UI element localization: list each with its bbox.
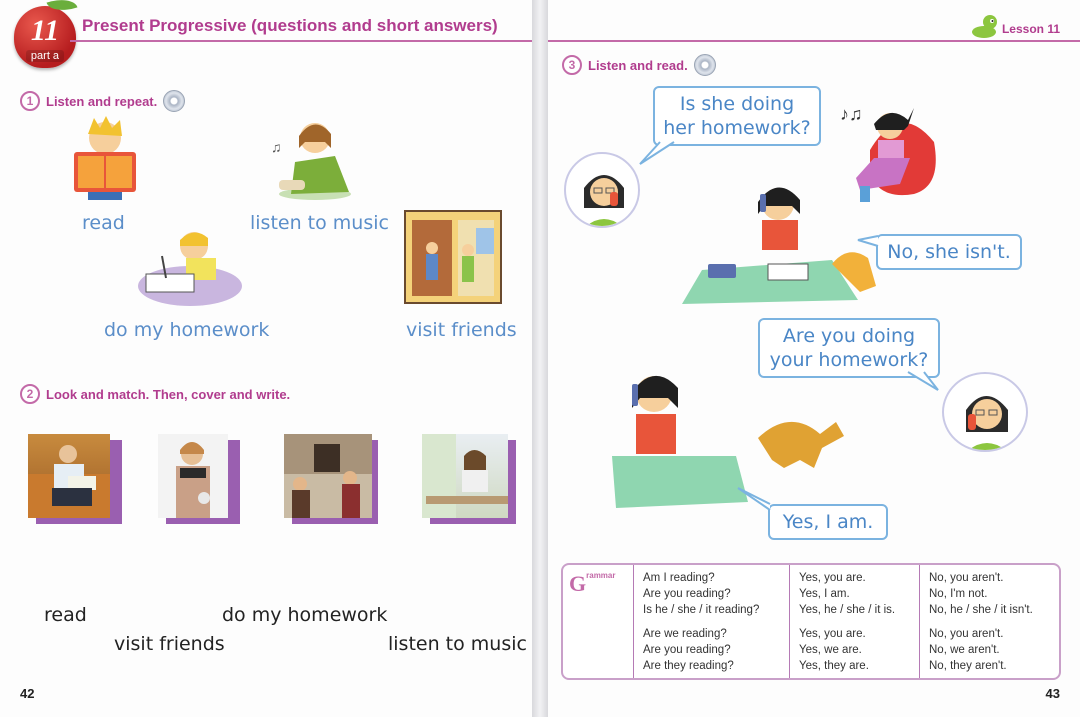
label-do-my-homework: do my homework bbox=[104, 319, 270, 341]
unit-title: Present Progressive (questions and short answers) bbox=[82, 16, 498, 35]
grammar-no-answer: No, we aren't. bbox=[929, 644, 1000, 656]
grammar-no-answer: No, you aren't. bbox=[929, 628, 1004, 640]
speech-bubble-yes-i-am: Yes, I am. bbox=[768, 504, 888, 540]
grammar-question: Are they reading? bbox=[643, 660, 734, 672]
section-3-instruction: Listen and read. bbox=[588, 57, 688, 73]
grammar-logo-text: rammar bbox=[586, 571, 616, 580]
page-number-right: 43 bbox=[1045, 686, 1060, 701]
word-bank-visit-friends: visit friends bbox=[114, 633, 225, 655]
section-2-instruction: Look and match. Then, cover and write. bbox=[46, 386, 291, 402]
bubble-tail-2 bbox=[856, 232, 880, 252]
lesson-label: Lesson 11 bbox=[1001, 22, 1060, 36]
grammar-logo-letter: G bbox=[569, 571, 587, 596]
grammar-question: Are you reading? bbox=[643, 644, 731, 656]
grammar-yes-answer: Yes, he / she / it is. bbox=[799, 604, 896, 616]
bubble-tail-3 bbox=[904, 370, 940, 392]
audio-cd-icon[interactable] bbox=[163, 90, 185, 112]
mom-phone-portrait-bottom bbox=[942, 372, 1028, 452]
speech-bubble-question-you: Are you doing your homework? bbox=[758, 318, 940, 378]
grammar-question: Am I reading? bbox=[643, 572, 715, 584]
grammar-no-answer: No, he / she / it isn't. bbox=[929, 604, 1033, 616]
girl-listening-music-illustration bbox=[265, 112, 355, 202]
word-bank-listen-to-music: listen to music bbox=[388, 633, 527, 655]
photo-friends-visiting bbox=[284, 434, 372, 518]
section-1-header bbox=[20, 90, 185, 112]
speech-bubble-no-she-isnt: No, she isn't. bbox=[876, 234, 1022, 270]
unit-part: part a bbox=[26, 50, 64, 62]
word-bank-read: read bbox=[44, 604, 87, 626]
grammar-no-answer: No, they aren't. bbox=[929, 660, 1007, 672]
photo-woman-reading bbox=[28, 434, 110, 518]
page-number-left: 42 bbox=[20, 686, 35, 701]
grammar-yes-answer: Yes, you are. bbox=[799, 572, 866, 584]
visit-friends-illustration bbox=[404, 210, 502, 304]
section-3-header bbox=[562, 54, 716, 76]
title-rule-right bbox=[548, 40, 1080, 42]
label-listen-to-music: listen to music bbox=[250, 212, 389, 234]
section-2-number: 2 bbox=[20, 384, 40, 404]
label-visit-friends: visit friends bbox=[406, 319, 517, 341]
bookworm-icon bbox=[970, 12, 998, 40]
grammar-divider-1 bbox=[633, 565, 634, 678]
grammar-no-answer: No, I'm not. bbox=[929, 588, 988, 600]
section-3-number: 3 bbox=[562, 55, 582, 75]
unit-number: 11 bbox=[30, 14, 60, 47]
bubble-tail-4 bbox=[736, 486, 772, 512]
bubble-tail-1 bbox=[638, 140, 678, 168]
label-read: read bbox=[82, 212, 125, 234]
mom-phone-portrait-top bbox=[564, 152, 640, 228]
grammar-table bbox=[561, 563, 1061, 680]
title-rule bbox=[70, 40, 532, 42]
grammar-yes-answer: Yes, they are. bbox=[799, 660, 869, 672]
left-page bbox=[0, 0, 532, 717]
boy-homework-illustration bbox=[132, 226, 242, 310]
grammar-question: Are we reading? bbox=[643, 628, 727, 640]
grammar-yes-answer: Yes, we are. bbox=[799, 644, 862, 656]
svg-text:♪♫: ♪♫ bbox=[840, 104, 863, 124]
section-1-instruction: Listen and repeat. bbox=[46, 93, 158, 109]
grammar-question: Is he / she / it reading? bbox=[643, 604, 760, 616]
boy-reading-illustration bbox=[70, 112, 140, 204]
book-gutter bbox=[532, 0, 548, 717]
grammar-yes-answer: Yes, I am. bbox=[799, 588, 850, 600]
word-bank-do-my-homework: do my homework bbox=[222, 604, 388, 626]
speech-bubble-question-she: Is she doing her homework? bbox=[653, 86, 821, 146]
grammar-no-answer: No, you aren't. bbox=[929, 572, 1004, 584]
unit-apple-badge bbox=[14, 6, 76, 68]
grammar-logo bbox=[569, 571, 615, 597]
grammar-divider-2 bbox=[789, 565, 790, 678]
grammar-question: Are you reading? bbox=[643, 588, 731, 600]
grammar-divider-3 bbox=[919, 565, 920, 678]
section-2-header bbox=[20, 384, 290, 404]
right-page bbox=[548, 0, 1080, 717]
photo-girl-homework bbox=[422, 434, 508, 518]
photo-boy-headphones bbox=[158, 434, 228, 518]
grammar-yes-answer: Yes, you are. bbox=[799, 628, 866, 640]
svg-text:♫: ♫ bbox=[271, 139, 282, 155]
section-1-number: 1 bbox=[20, 91, 40, 111]
audio-cd-icon-right[interactable] bbox=[694, 54, 716, 76]
